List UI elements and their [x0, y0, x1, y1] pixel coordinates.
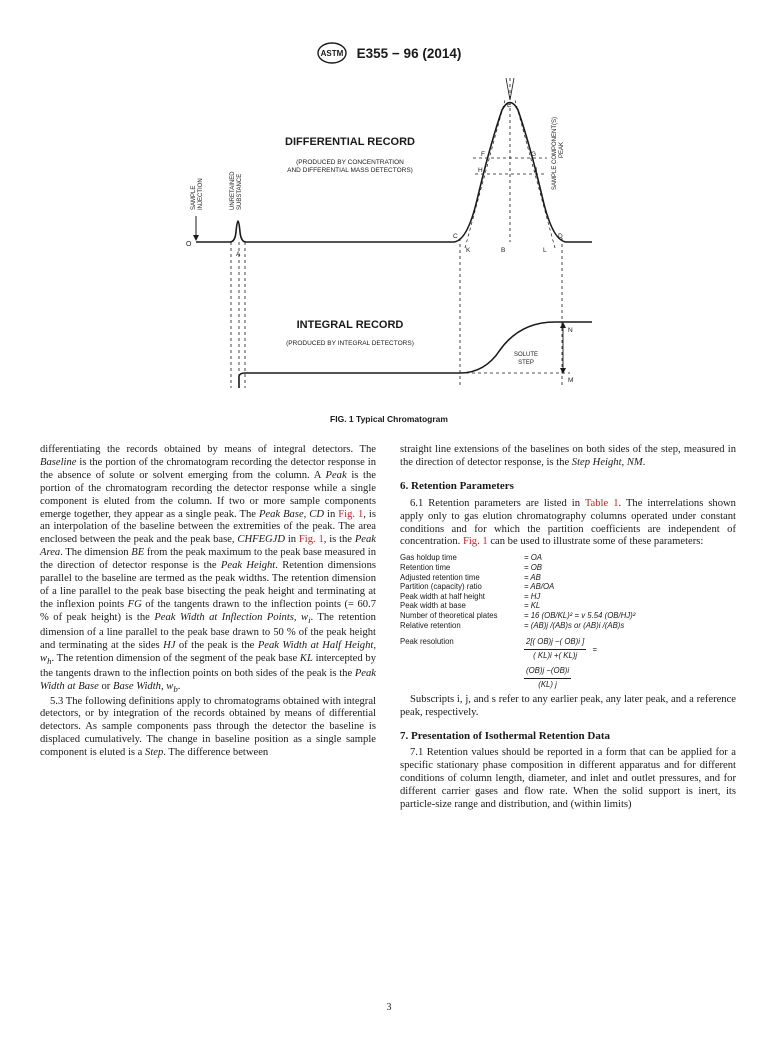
point-F: F — [481, 151, 485, 158]
solute-step-label-1: SOLUTE — [513, 352, 539, 358]
point-N: N — [568, 327, 573, 334]
resolution-fraction-2: $\frac{(OB)j -(OB)i}{(KL) j}$ — [526, 665, 570, 689]
point-D: D — [558, 233, 563, 240]
sample-injection-label-1: SAMPLE — [191, 185, 197, 210]
solute-step-label-2: STEP — [518, 360, 534, 366]
point-M: M — [568, 377, 574, 384]
right-paragraph-1: straight line extensions of the baselines on both sides of the step, measured in the direction of detector response, is the Step Height, NM. — [400, 444, 736, 468]
sample-injection-label-2: INJECTION — [198, 178, 204, 210]
fig1-link[interactable]: Fig. 1 — [298, 534, 324, 546]
unretained-label-1: UNRETAINED — [230, 171, 236, 210]
unretained-label-2: SUBSTANCE — [237, 173, 243, 210]
point-O: O — [186, 241, 192, 248]
left-column — [40, 444, 376, 760]
integral-subtitle: (PRODUCED BY INTEGRAL DETECTORS) — [286, 340, 414, 347]
right-column — [400, 444, 736, 812]
right-paragraph-4: 7.1 Retention values should be reported in a form that can be applied for a specific stationary phase composition in different apparatus and for different conditions of column length, diameter, and inlet and outlet pressures, and for different carrier gases and flow rate. When the solid support is inert, its particle-size range and distribution, and (within limits) — [400, 747, 736, 811]
point-L: L — [543, 247, 547, 254]
section-7-heading: 7. Presentation of Isothermal Retention Data — [400, 729, 610, 742]
right-paragraph-3: Subscripts i, j, and s refer to any earlier peak, any later peak, and a reference peak, respectively. — [400, 693, 736, 718]
astm-logo-icon — [317, 42, 347, 64]
sample-component-label-1: SAMPLE COMPONENT(S) — [552, 116, 558, 190]
point-J: J — [534, 167, 538, 174]
right-paragraph-2: 6.1 Retention parameters are listed in Table 1. The interrelations shown apply only to gas elution chromatography columns operated under constant conditions and for which the partition coefficients are independent of concentration. Fig. 1 can be used to illustrate some of these parameters: — [400, 497, 736, 548]
table-row: Peak width at base = KL — [400, 601, 541, 611]
table-row: Relative retention = (AB)j /(AB)s or (AB)i /(AB)s — [400, 620, 625, 630]
left-paragraph-2: 5.3 The following definitions apply to chromatograms obtained with integral detectors, or by integration of the records obtained by means of differential detectors. As sample components pass through the detector the baseline is displaced cumulatively. The change in baseline position as a single sample component is eluted is a Step. The difference between — [40, 695, 376, 759]
page-header — [0, 42, 778, 64]
fig1-link[interactable]: Fig. 1 — [462, 536, 488, 548]
point-K: K — [466, 247, 471, 254]
table-row: Peak width at half height = HJ — [400, 591, 541, 601]
chromatogram-figure — [170, 70, 610, 400]
point-E: E — [507, 102, 512, 109]
differential-title: DIFFERENTIAL RECORD — [285, 136, 415, 148]
table-row: Partition (capacity) ratio = AB/OA — [400, 582, 555, 592]
svg-text:ASTM: ASTM — [320, 49, 343, 58]
point-A: A — [236, 251, 241, 258]
differential-subtitle-1: (PRODUCED BY CONCENTRATION — [296, 159, 404, 166]
table-row: Adjusted retention time = AB — [400, 572, 541, 582]
integral-title: INTEGRAL RECORD — [296, 319, 404, 331]
peak-resolution: Peak resolution $\frac{2[( OB)j -( OB)i ]}{( KL)i +( KL)j}$ = $\frac{(OB)j -(OB)i}{(KL) j}$ — [400, 636, 736, 692]
resolution-fraction-1: $\frac{2[( OB)j -( OB)i ]}{( KL)i +( KL)j}$ — [526, 637, 585, 660]
page-number: 3 — [386, 1002, 392, 1013]
point-H: H — [478, 167, 483, 174]
point-G: G — [531, 151, 537, 158]
left-paragraph-1: differentiating the records obtained by means of integral detectors. The Baseline is the portion of the chromatogram recording the detector response in the absence of solute or solvent emerging from the column. A Peak is the portion of the chromatogram recording the detector response while a single component is eluted from the column. If two or more sample components emerge together, they appear as a single peak. The Peak Base, CD in Fig. 1, is an interpolation of the baseline between the extremities of the peak. The area enclosed between the peak and the peak base, CHFEGJD in Fig. 1, is the Peak Area. The dimension BE from the peak maximum to the peak base measured in the direction of detector response is the Peak Height. Retention dimensions parallel to the baseline are termed as the peak widths. The retention dimension of a line parallel to the peak base bisecting the peak height and terminating at the inflexion points FG of the tangents drawn to the inflection points (= 60.7 % of peak height) is the Peak Width at Inflection Points, $w_i$. The retention dimension of a line parallel to the peak base drawn to 50 % of the peak height and terminating at the sides HJ of the peak is the Peak Width at Half Height, $w_h$. The retention dimension of the segment of the peak base KL intercepted by the tangents drawn to the inflection points on both sides of the peak is the Peak Width at Base or Base Width, $w_b$. — [40, 444, 377, 694]
table1-link[interactable]: Table 1 — [584, 497, 619, 509]
differential-subtitle-2: AND DIFFERENTIAL MASS DETECTORS) — [287, 167, 413, 174]
table-row: Retention time = OB — [400, 562, 542, 572]
sample-component-label-2: PEAK — [559, 141, 565, 158]
table-row: Gas holdup time = OA — [400, 553, 542, 563]
resolution-label: Peak resolution — [400, 637, 454, 647]
point-B: B — [501, 247, 506, 254]
fig1-link[interactable]: Fig. 1 — [338, 508, 364, 520]
figure-caption: FIG. 1 Typical Chromatogram — [330, 414, 448, 424]
point-C: C — [453, 233, 458, 240]
section-6-heading: 6. Retention Parameters — [400, 479, 514, 492]
retention-parameters-table — [400, 553, 635, 630]
standard-code: E355 − 96 (2014) — [356, 45, 462, 61]
table-row: Number of theoretical plates = 16 (OB/KL)² = v 5.54 (OB/HJ)² — [400, 610, 636, 620]
